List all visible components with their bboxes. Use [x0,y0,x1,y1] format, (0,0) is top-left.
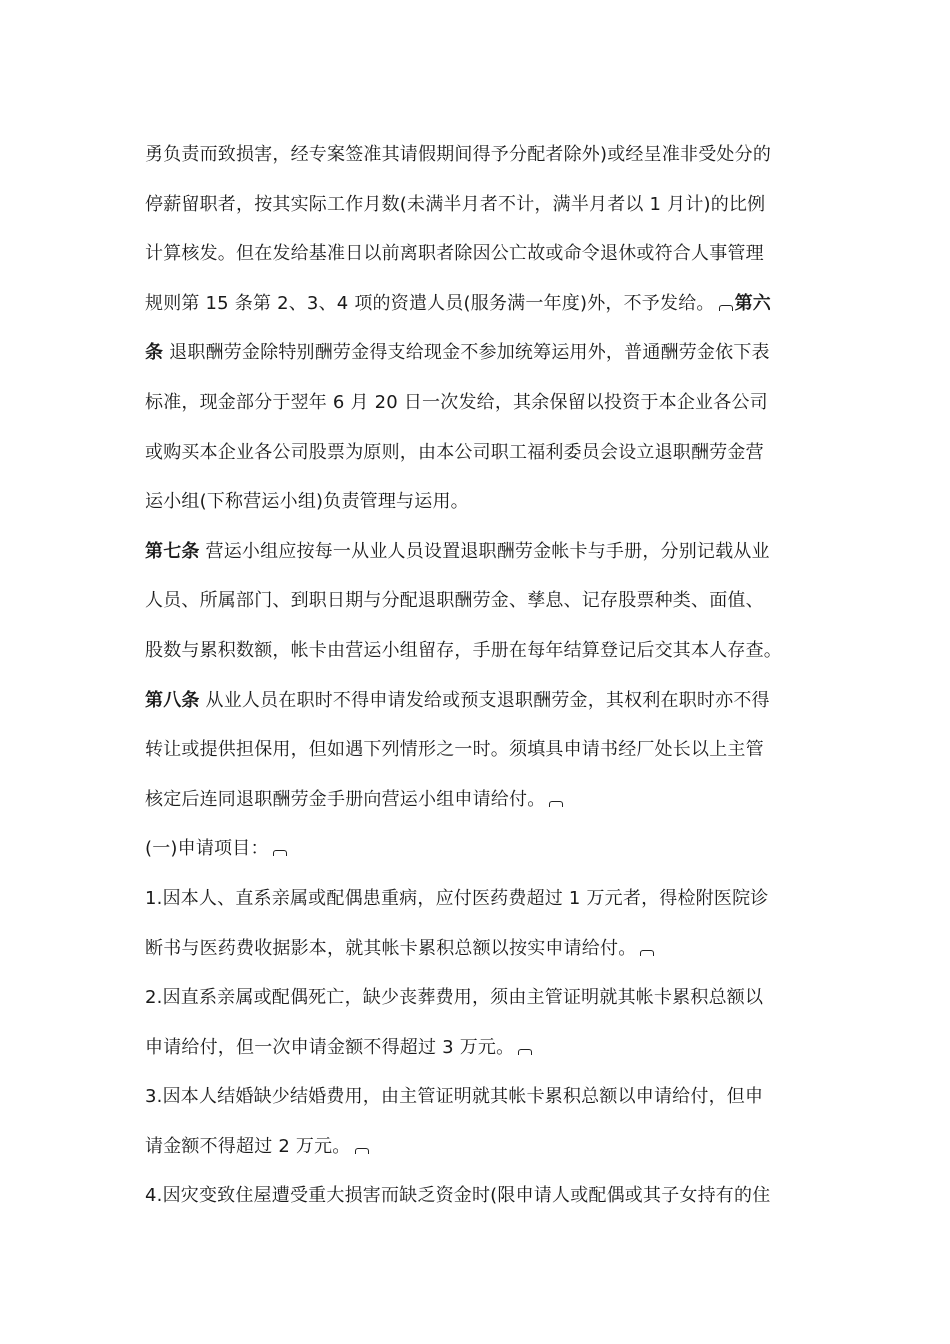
text-line-17 [145,924,810,974]
text-segment: 规则第 15 条第 2、3、4 项的资遣人员(服务满一年度)外，不予发给。 [145,292,715,314]
text-segment: (一)申请项目： [145,838,269,860]
text-segment: 或购买本企业各公司股票为原则，由本公司职工福利委员会设立退职酬劳金营 [145,441,764,463]
text-segment: 标准，现金部分于翌年 6 月 20 日一次发给，其余保留以投资于本企业各公司 [145,391,768,413]
document-page [145,130,810,1221]
text-line-18 [145,973,810,1023]
text-segment: 计算核发。但在发给基准日以前离职者除因公亡故或命令退休或符合人事管理 [145,243,764,265]
text-segment: 勇负责而致损害，经专案签准其请假期间得予分配者除外)或经呈准非受处分的 [145,144,772,165]
text-segment: 2.因直系亲属或配偶死亡，缺少丧葬费用，须由主管证明就其帐卡累积总额以 [145,987,764,1009]
text-line-8 [145,477,810,527]
article-heading: 条 [145,342,164,364]
text-segment: 核定后连同退职酬劳金手册向营运小组申请给付。 [145,788,546,810]
text-segment: 请金额不得超过 2 万元。 [145,1135,351,1157]
text-segment: 转让或提供担保用，但如遇下列情形之一时。须填具申请书经厂处长以上主管 [145,739,764,761]
text-line-22 [145,1171,810,1221]
text-segment: 退职酬劳金除特别酬劳金得支给现金不参加统筹运用外，普通酬劳金依下表 [163,342,770,364]
text-line-10 [145,576,810,626]
text-line-2 [145,180,810,230]
text-line-6 [145,378,810,428]
text-line-11 [145,626,810,676]
text-line-13 [145,725,810,775]
article-heading: 第七条 [145,540,200,562]
text-segment: 1.因本人、直系亲属或配偶患重病，应付医药费超过 1 万元者，得检附医院诊 [145,887,769,909]
paragraph-mark-icon [719,305,733,311]
text-line-4 [145,279,810,329]
text-segment: 运小组(下称营运小组)负责管理与运用。 [145,491,469,513]
text-line-19 [145,1023,810,1073]
text-segment: 4.因灾变致住屋遭受重大损害而缺乏资金时(限申请人或配偶或其子女持有的住 [145,1185,771,1207]
paragraph-mark-icon [518,1049,532,1055]
text-segment: 营运小组应按每一从业人员设置退职酬劳金帐卡与手册，分别记载从业 [199,540,770,562]
paragraph-mark-icon [273,850,287,856]
text-segment: 从业人员在职时不得申请发给或预支退职酬劳金，其权利在职时亦不得 [199,689,770,711]
text-line-14 [145,775,810,825]
article-heading: 第六 [734,292,771,314]
paragraph-mark-icon [549,801,563,807]
text-line-12 [145,676,810,726]
text-segment: 停薪留职者，按其实际工作月数(未满半月者不计，满半月者以 1 月计)的比例 [145,193,766,215]
text-line-3 [145,229,810,279]
text-segment: 申请给付，但一次申请金额不得超过 3 万元。 [145,1036,515,1058]
text-line-20 [145,1072,810,1122]
article-heading: 第八条 [145,689,200,711]
paragraph-mark-icon [355,1148,369,1154]
text-segment: 断书与医药费收据影本，就其帐卡累积总额以按实申请给付。 [145,937,637,959]
text-segment: 3.因本人结婚缺少结婚费用，由主管证明就其帐卡累积总额以申请给付，但申 [145,1086,764,1108]
text-segment: 股数与累积数额，帐卡由营运小组留存，手册在每年结算登记后交其本人存查。 [145,639,782,661]
text-line-16 [145,874,810,924]
text-line-1 [145,130,810,180]
text-line-21 [145,1122,810,1172]
text-line-7 [145,428,810,478]
text-line-9 [145,527,810,577]
text-segment: 人员、所属部门、到职日期与分配退职酬劳金、孳息、记存股票种类、面值、 [145,590,764,612]
text-line-5 [145,328,810,378]
text-line-15 [145,824,810,874]
paragraph-mark-icon [640,950,654,956]
